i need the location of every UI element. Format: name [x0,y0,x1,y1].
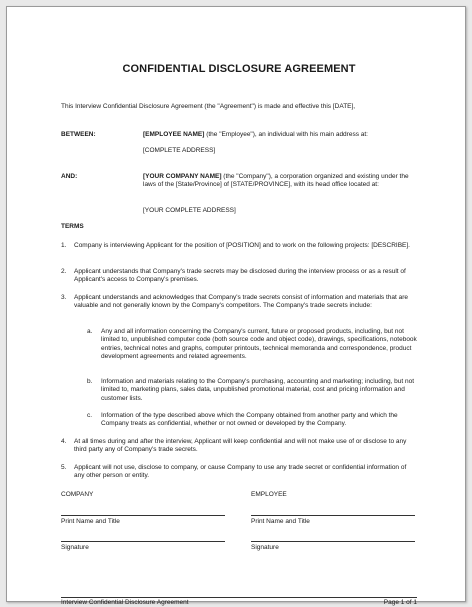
term-text: Applicant understands that Company's trade secrets may be disclosed during the interview process or as a result of Applicant's access to Company's premises. [74,268,406,284]
term-number: 4. [61,438,67,445]
and-label: AND: [61,173,78,180]
company-print-name-label: Print Name and Title [61,518,120,525]
employee-print-name-line[interactable] [251,515,415,516]
term-text: Company is interviewing Applicant for the position of [POSITION] and to work on the following projects: [DESCRIBE]. [74,242,410,249]
between-label: BETWEEN: [61,131,96,138]
document-title: CONFIDENTIAL DISCLOSURE AGREEMENT [122,63,356,75]
company-clause [143,173,417,190]
subterm-text: Information of the type described above which the Company obtained from another party and which the Company treats as confidential, whether or not owned or developed by the Company. [101,412,398,428]
employee-heading: EMPLOYEE [251,491,287,498]
term-number: 3. [61,294,67,301]
term-number: 2. [61,268,67,275]
employee-clause [143,131,417,139]
employee-signature-line[interactable] [251,541,415,542]
company-clause-text: (the "Company"), a corporation organized and existing under the laws of the [State/Province] of [STATE/PROVINCE], with its head office located at: [143,173,409,189]
footer-document-name: Interview Confidential Disclosure Agreement [61,599,189,606]
term-number: 5. [61,464,67,471]
document-page [6,6,466,606]
intro-paragraph: This Interview Confidential Disclosure Agreement (the "Agreement") is made and effective this [DATE], [61,103,356,110]
employee-print-name-label: Print Name and Title [251,518,310,525]
term-number: 1. [61,242,67,249]
subterm-letter: b. [87,378,93,385]
company-signature-line[interactable] [61,541,225,542]
employee-name: [EMPLOYEE NAME] [143,131,205,138]
company-address: [YOUR COMPLETE ADDRESS] [143,207,236,214]
employee-clause-text: (the "Employee"), an individual with his main address at: [204,131,368,138]
employee-address: [COMPLETE ADDRESS] [143,147,216,154]
company-name: [YOUR COMPANY NAME] [143,173,222,180]
company-heading: COMPANY [61,491,94,498]
footer-divider [61,597,417,598]
term-text: Applicant understands and acknowledges that Company's trade secrets consist of information and materials that are valuable and not generally known by the Company's competitors. The Company's trade secrets include: [74,294,409,310]
company-print-name-line[interactable] [61,515,225,516]
term-text: Applicant will not use, disclose to company, or cause Company to use any trade secret or confidential information of any other person or entity. [74,464,407,480]
company-signature-label: Signature [61,544,89,551]
terms-heading: TERMS [61,223,84,230]
subterm-text: Any and all information concerning the Company's current, future or proposed products, including, but not limited to, unpublished computer code (both source code and object code), drawings, specifications, notebook entries, technical notes and graphs, computer printouts, technical memoranda and correspondence, product development agreements and related agreements. [101,328,417,361]
employee-signature-label: Signature [251,544,279,551]
term-text: At all times during and after the interview, Applicant will keep confidential and will not make use of or disclose to any third party any of Company's trade secrets. [74,438,407,454]
subterm-text: Information and materials relating to the Company's purchasing, accounting and marketing; including, but not limited to, marketing plans, sales data, unpublished promotional material, cost and pricing information and customer lists. [101,378,415,402]
footer-page-number: Page 1 of 1 [383,599,417,606]
subterm-letter: a. [87,328,93,335]
subterm-letter: c. [87,412,93,419]
